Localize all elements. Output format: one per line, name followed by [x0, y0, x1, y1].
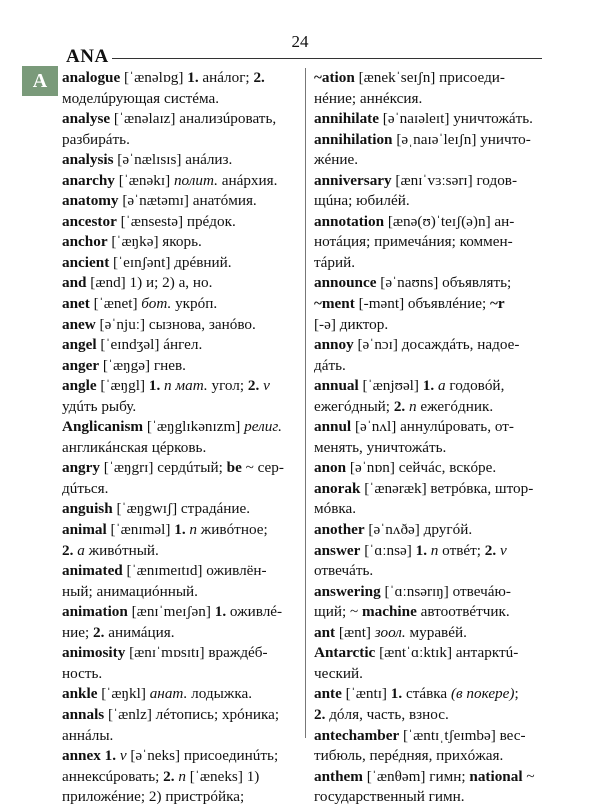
entry-headword: anarchy: [62, 171, 115, 189]
entry-headword: anorak: [314, 479, 361, 497]
entry-text: укрóп.: [171, 295, 218, 313]
entry-text: ческий.: [314, 664, 363, 682]
entry-text: [əˈnɒn] сейчáс, вскóре.: [346, 459, 497, 477]
entry-label: (в покере): [450, 685, 515, 703]
entry-text: дóля, часть, взнос.: [325, 705, 449, 723]
entry-headword: anger: [62, 356, 100, 374]
entry-text: [əˌnaɪəˈleɪʃn] уничто-: [392, 130, 531, 148]
entry-line: [62, 561, 298, 582]
entry-text: [æntˈɑːktɪk] антарктú-: [375, 644, 519, 662]
entry-text: дáть.: [314, 356, 346, 374]
entry-headword: anguish: [62, 500, 113, 518]
page-header: [0, 0, 600, 66]
entry-label: анат.: [149, 685, 188, 703]
entry-headword: answer: [314, 541, 361, 559]
entry-text: [ˈæŋgwɪʃ] страдáние.: [112, 500, 251, 518]
entry-text: нéние; аннéксия.: [314, 89, 423, 107]
entry-line: [62, 582, 298, 603]
entry-headword: animated: [62, 562, 123, 580]
entry-line: [314, 684, 552, 705]
entry-text: [ænɪˈmeɪʃən]: [127, 603, 215, 621]
entry-text: [ˈænθəm] гимн;: [362, 767, 470, 785]
entry-headword: annihilate: [314, 110, 379, 128]
entry-line: [62, 787, 298, 808]
entry-text: [ˈæŋgl]: [96, 377, 149, 395]
entry-text: тáрий.: [314, 253, 356, 271]
entry-line: [314, 582, 552, 603]
entry-headword: 1.: [187, 69, 199, 86]
entry-line: [314, 273, 552, 294]
entry-headword: ancient: [62, 253, 110, 271]
entry-label: n: [430, 541, 439, 559]
entry-text: [əˈnʌl] аннулúровать, от-: [351, 418, 514, 436]
entry-text: щúна; юбилéй.: [314, 192, 410, 210]
entry-text: менять, уничтожáть.: [314, 438, 447, 456]
entry-headword: 1.: [422, 377, 435, 395]
entry-line: [62, 109, 298, 130]
entry-line: [62, 726, 298, 747]
dictionary-column-left: [62, 68, 298, 808]
entry-headword: ancestor: [62, 212, 117, 230]
entry-headword: 1.: [104, 747, 117, 765]
dictionary-column-right: [314, 68, 552, 808]
entry-line: [314, 787, 552, 808]
entry-text: [ænd] 1) и; 2) а, но.: [86, 274, 213, 292]
entry-line: [62, 253, 298, 274]
entry-text: [ˈænəræk] ветрóвка, штор-: [360, 479, 534, 497]
entry-headword: 1.: [148, 377, 161, 395]
entry-headword: ante: [314, 685, 342, 703]
entry-text: анáрхия.: [217, 171, 278, 189]
entry-text: муравéй.: [405, 623, 467, 641]
entry-headword: Antarctic: [314, 644, 376, 662]
entry-line: [314, 602, 552, 623]
entry-line: [314, 376, 552, 397]
entry-headword: 2.: [393, 397, 406, 415]
entry-text: щий; ~: [314, 603, 362, 621]
entry-label: n: [409, 397, 417, 415]
entry-label: v: [499, 541, 507, 559]
entry-text: [ˈænɪməl]: [106, 521, 175, 539]
entry-headword: ~ment: [314, 295, 355, 313]
entry-text: ~ сер-: [241, 459, 284, 477]
entry-line: [314, 315, 552, 336]
entry-headword: analyse: [62, 110, 111, 128]
entry-line: [314, 458, 552, 479]
entry-line: [314, 479, 552, 500]
entry-line: [62, 150, 298, 171]
entry-label: полит.: [173, 171, 218, 189]
entry-headword: 2.: [163, 767, 175, 785]
entry-text: живóтный.: [84, 541, 159, 559]
entry-text: [əˈnʌðə] другóй.: [364, 521, 473, 539]
entry-line: [314, 171, 552, 192]
entry-label: v: [263, 377, 270, 395]
entry-label: религ.: [244, 418, 282, 436]
entry-line: [62, 273, 298, 294]
entry-headword: angry: [62, 459, 100, 477]
entry-line: [62, 315, 298, 336]
entry-text: аннексúровать;: [62, 767, 164, 785]
entry-text: [ænə(ʊ)ˈteɪʃ(ə)n] ан-: [384, 212, 515, 230]
column-divider: [305, 68, 306, 738]
entry-text: стáвка: [402, 685, 451, 703]
entry-headword: annoy: [314, 336, 354, 354]
entry-text: [ænt]: [335, 623, 375, 641]
entry-headword: annotation: [314, 212, 385, 230]
entry-headword: 2.: [62, 541, 74, 559]
entry-text: нотáция; примечáния; коммен-: [314, 233, 513, 251]
entry-text: [ˈɑːnsərɪŋ] отвечáю-: [380, 582, 511, 600]
entry-headword: 1.: [415, 541, 427, 559]
entry-headword: analysis: [62, 151, 114, 169]
entry-label: n мат.: [164, 377, 208, 395]
entry-headword: anatomy: [62, 192, 119, 210]
entry-headword: announce: [314, 274, 377, 292]
entry-line: [314, 561, 552, 582]
entry-line: [314, 130, 552, 151]
entry-line: [62, 294, 298, 315]
entry-headword: answering: [314, 582, 381, 600]
entry-headword: anniversary: [314, 171, 392, 189]
entry-text: [ˈæŋkə] якорь.: [107, 233, 202, 251]
running-head-word: ANA: [66, 46, 109, 67]
entry-line: [62, 767, 298, 788]
entry-text: ежегóдный;: [314, 397, 394, 415]
entry-label: a: [77, 541, 85, 559]
entry-text: автоотвéтчик.: [416, 603, 510, 621]
entry-line: [314, 438, 552, 459]
entry-line: [314, 623, 552, 644]
entry-text: [-ə] диктор.: [314, 315, 389, 333]
entry-text: дúться.: [62, 479, 109, 497]
entry-headword: another: [314, 521, 365, 539]
entry-line: [314, 664, 552, 685]
entry-text: [ˈænet]: [89, 295, 142, 313]
entry-line: [314, 232, 552, 253]
entry-line: [314, 643, 552, 664]
entry-text: моделúрующая систéма.: [62, 89, 219, 107]
entry-text: ность.: [62, 664, 103, 682]
entry-headword: and: [62, 274, 87, 292]
entry-headword: anon: [314, 459, 347, 477]
entry-text: [ˈeɪnʃənt] дрéвний.: [109, 253, 232, 271]
entry-headword: annul: [314, 418, 352, 436]
entry-line: [314, 150, 552, 171]
entry-headword: annihilation: [314, 130, 393, 148]
entry-text: [ˈænəlɒg]: [120, 69, 188, 86]
entry-text: [əˈnætəmɪ] анатóмия.: [118, 192, 257, 210]
entry-headword: analogue: [62, 69, 121, 86]
entry-text: тибюль, перéдняя, прихóжая.: [314, 747, 504, 765]
entry-line: [62, 541, 298, 562]
entry-headword: antechamber: [314, 726, 400, 744]
entry-line: [62, 335, 298, 356]
entry-text: [ˈænəkɪ]: [114, 171, 174, 189]
entry-text: [ˈæŋgə] гнев.: [99, 356, 186, 374]
entry-headword: annual: [314, 377, 359, 395]
entry-headword: 2.: [253, 69, 265, 86]
entry-text: живóтное;: [197, 521, 268, 539]
entry-text: угол;: [207, 377, 248, 395]
entry-line: [62, 356, 298, 377]
entry-label: зоол.: [374, 623, 406, 641]
entry-line: [62, 212, 298, 233]
entry-text: [ˈeɪndʒəl] áнгел.: [96, 336, 203, 354]
entry-line: [314, 109, 552, 130]
entry-line: [314, 499, 552, 520]
entry-text: [ˈɑːnsə]: [360, 541, 416, 559]
entry-text: ный; анимациóнный.: [62, 582, 198, 600]
entry-text: [ˈænəlaɪz] анализúровать,: [110, 110, 277, 128]
entry-line: [314, 212, 552, 233]
entry-text: [ˈæntɪˌtʃeɪmbə] вес-: [399, 726, 526, 744]
entry-line: [314, 335, 552, 356]
entry-text: анимáция.: [104, 623, 175, 641]
entry-text: ежегóдник.: [416, 397, 494, 415]
entry-text: [ænekˈseɪʃn] присоеди-: [354, 69, 505, 86]
entry-text: [-mənt] объявлéние;: [354, 295, 491, 313]
entry-line: [314, 294, 552, 315]
entry-line: [62, 376, 298, 397]
entry-headword: angel: [62, 336, 97, 354]
entry-headword: annex: [62, 747, 101, 765]
entry-text: [əˈnɔɪ] досаждáть, надое-: [353, 336, 520, 354]
entry-line: [62, 746, 298, 767]
entry-line: [314, 397, 552, 418]
entry-headword: annals: [62, 705, 105, 723]
entry-line: [314, 520, 552, 541]
entry-headword: anew: [62, 315, 96, 333]
entry-headword: anthem: [314, 767, 363, 785]
entry-text: [ˈæŋglɪkənɪzm]: [143, 418, 245, 436]
entry-headword: animosity: [62, 644, 126, 662]
entry-line: [314, 767, 552, 788]
entry-text: англикáнская цéрковь.: [62, 438, 207, 456]
entry-text: мóвка.: [314, 500, 357, 518]
entry-text: [əˈneks] присоединúть;: [126, 747, 279, 765]
entry-line: [62, 191, 298, 212]
entry-line: [62, 89, 298, 110]
entry-line: [314, 417, 552, 438]
entry-headword: be: [226, 459, 242, 477]
entry-headword: 2.: [93, 623, 105, 641]
entry-text: годовóй,: [445, 377, 505, 395]
entry-text: [ˈænlz] лéтопись; хрóника;: [104, 705, 280, 723]
letter-tab: A: [22, 66, 58, 96]
entry-headword: ankle: [62, 685, 98, 703]
entry-text: оживлé-: [226, 603, 283, 621]
entry-line: [62, 397, 298, 418]
entry-text: [ˈæŋkl]: [97, 685, 150, 703]
entry-headword: anet: [62, 295, 90, 313]
entry-text: [ˈæneks] 1): [185, 767, 260, 785]
entry-headword: 1.: [214, 603, 227, 621]
entry-text: разбирáть.: [62, 130, 130, 148]
entry-line: [62, 417, 298, 438]
entry-label: a: [437, 377, 446, 395]
entry-text: [ˈænɪmeɪtɪd] оживлён-: [122, 562, 267, 580]
entry-text: [ˈænsestə] прéдок.: [116, 212, 236, 230]
entry-text: аннáлы.: [62, 726, 114, 744]
entry-line: [62, 479, 298, 500]
entry-text: жéние.: [314, 151, 359, 169]
entry-headword: anchor: [62, 233, 108, 251]
entry-label: v: [119, 747, 127, 765]
entry-line: [62, 458, 298, 479]
entry-headword: angle: [62, 377, 97, 395]
entry-headword: animal: [62, 521, 107, 539]
page-number: 24: [291, 32, 309, 51]
entry-line: [62, 684, 298, 705]
entry-text: государственный гимн.: [314, 788, 465, 806]
entry-headword: 1.: [390, 685, 403, 703]
entry-text: приложéние; 2) пристрóйка;: [62, 788, 245, 806]
entry-line: [314, 726, 552, 747]
entry-text: [ˈæntɪ]: [341, 685, 391, 703]
entry-line: [62, 171, 298, 192]
entry-text: [əˈnælɪsɪs] анáлиз.: [113, 151, 233, 169]
entry-line: [62, 623, 298, 644]
entry-headword: 2.: [314, 705, 326, 723]
entry-text: отвечáть.: [314, 562, 374, 580]
entry-line: [314, 705, 552, 726]
entry-line: [314, 746, 552, 767]
entry-line: [62, 499, 298, 520]
entry-headword: ant: [314, 623, 336, 641]
entry-line: [62, 643, 298, 664]
entry-label: n: [189, 521, 197, 539]
entry-line: [62, 68, 298, 89]
entry-line: [62, 705, 298, 726]
entry-text: [ˈænjʊəl]: [358, 377, 423, 395]
entry-headword: 2.: [247, 377, 260, 395]
entry-label: n: [178, 767, 186, 785]
entry-text: [ænɪˈmɒsɪtɪ] враждéб-: [125, 644, 268, 662]
entry-line: [62, 438, 298, 459]
entry-line: [62, 602, 298, 623]
entry-text: [ˈæŋgrɪ] сердúтый;: [99, 459, 227, 477]
entry-label: бот.: [141, 295, 172, 313]
entry-headword: ~r: [490, 295, 505, 313]
entry-text: [ænɪˈvɜːsərɪ] годов-: [391, 171, 518, 189]
entry-headword: machine: [361, 603, 417, 621]
entry-line: [314, 68, 552, 89]
entry-text: удúть рыбу.: [62, 397, 137, 415]
entry-line: [62, 232, 298, 253]
entry-text: ние;: [62, 623, 94, 641]
entry-text: анáлог;: [198, 69, 254, 86]
entry-line: [314, 191, 552, 212]
entry-text: [əˈnjuː] сызнова, занóво.: [95, 315, 256, 333]
entry-headword: ~ation: [314, 69, 355, 86]
entry-text: отвéт;: [438, 541, 485, 559]
entry-text: ;: [514, 685, 519, 703]
entry-line: [314, 253, 552, 274]
entry-text: [əˈnaɪəleɪt] уничтожáть.: [379, 110, 533, 128]
entry-line: [62, 130, 298, 151]
entry-line: [314, 541, 552, 562]
entry-headword: animation: [62, 603, 128, 621]
entry-headword: Anglicanism: [62, 418, 144, 436]
header-rule: [112, 58, 542, 59]
entry-line: [62, 520, 298, 541]
entry-line: [62, 664, 298, 685]
entry-line: [314, 356, 552, 377]
entry-headword: national: [469, 767, 523, 785]
entry-text: ~: [522, 767, 535, 785]
entry-line: [314, 89, 552, 110]
entry-headword: 1.: [174, 521, 186, 539]
entry-headword: 2.: [484, 541, 497, 559]
entry-text: [əˈnaʊns] объявлять;: [376, 274, 512, 292]
entry-text: лодыжка.: [187, 685, 253, 703]
